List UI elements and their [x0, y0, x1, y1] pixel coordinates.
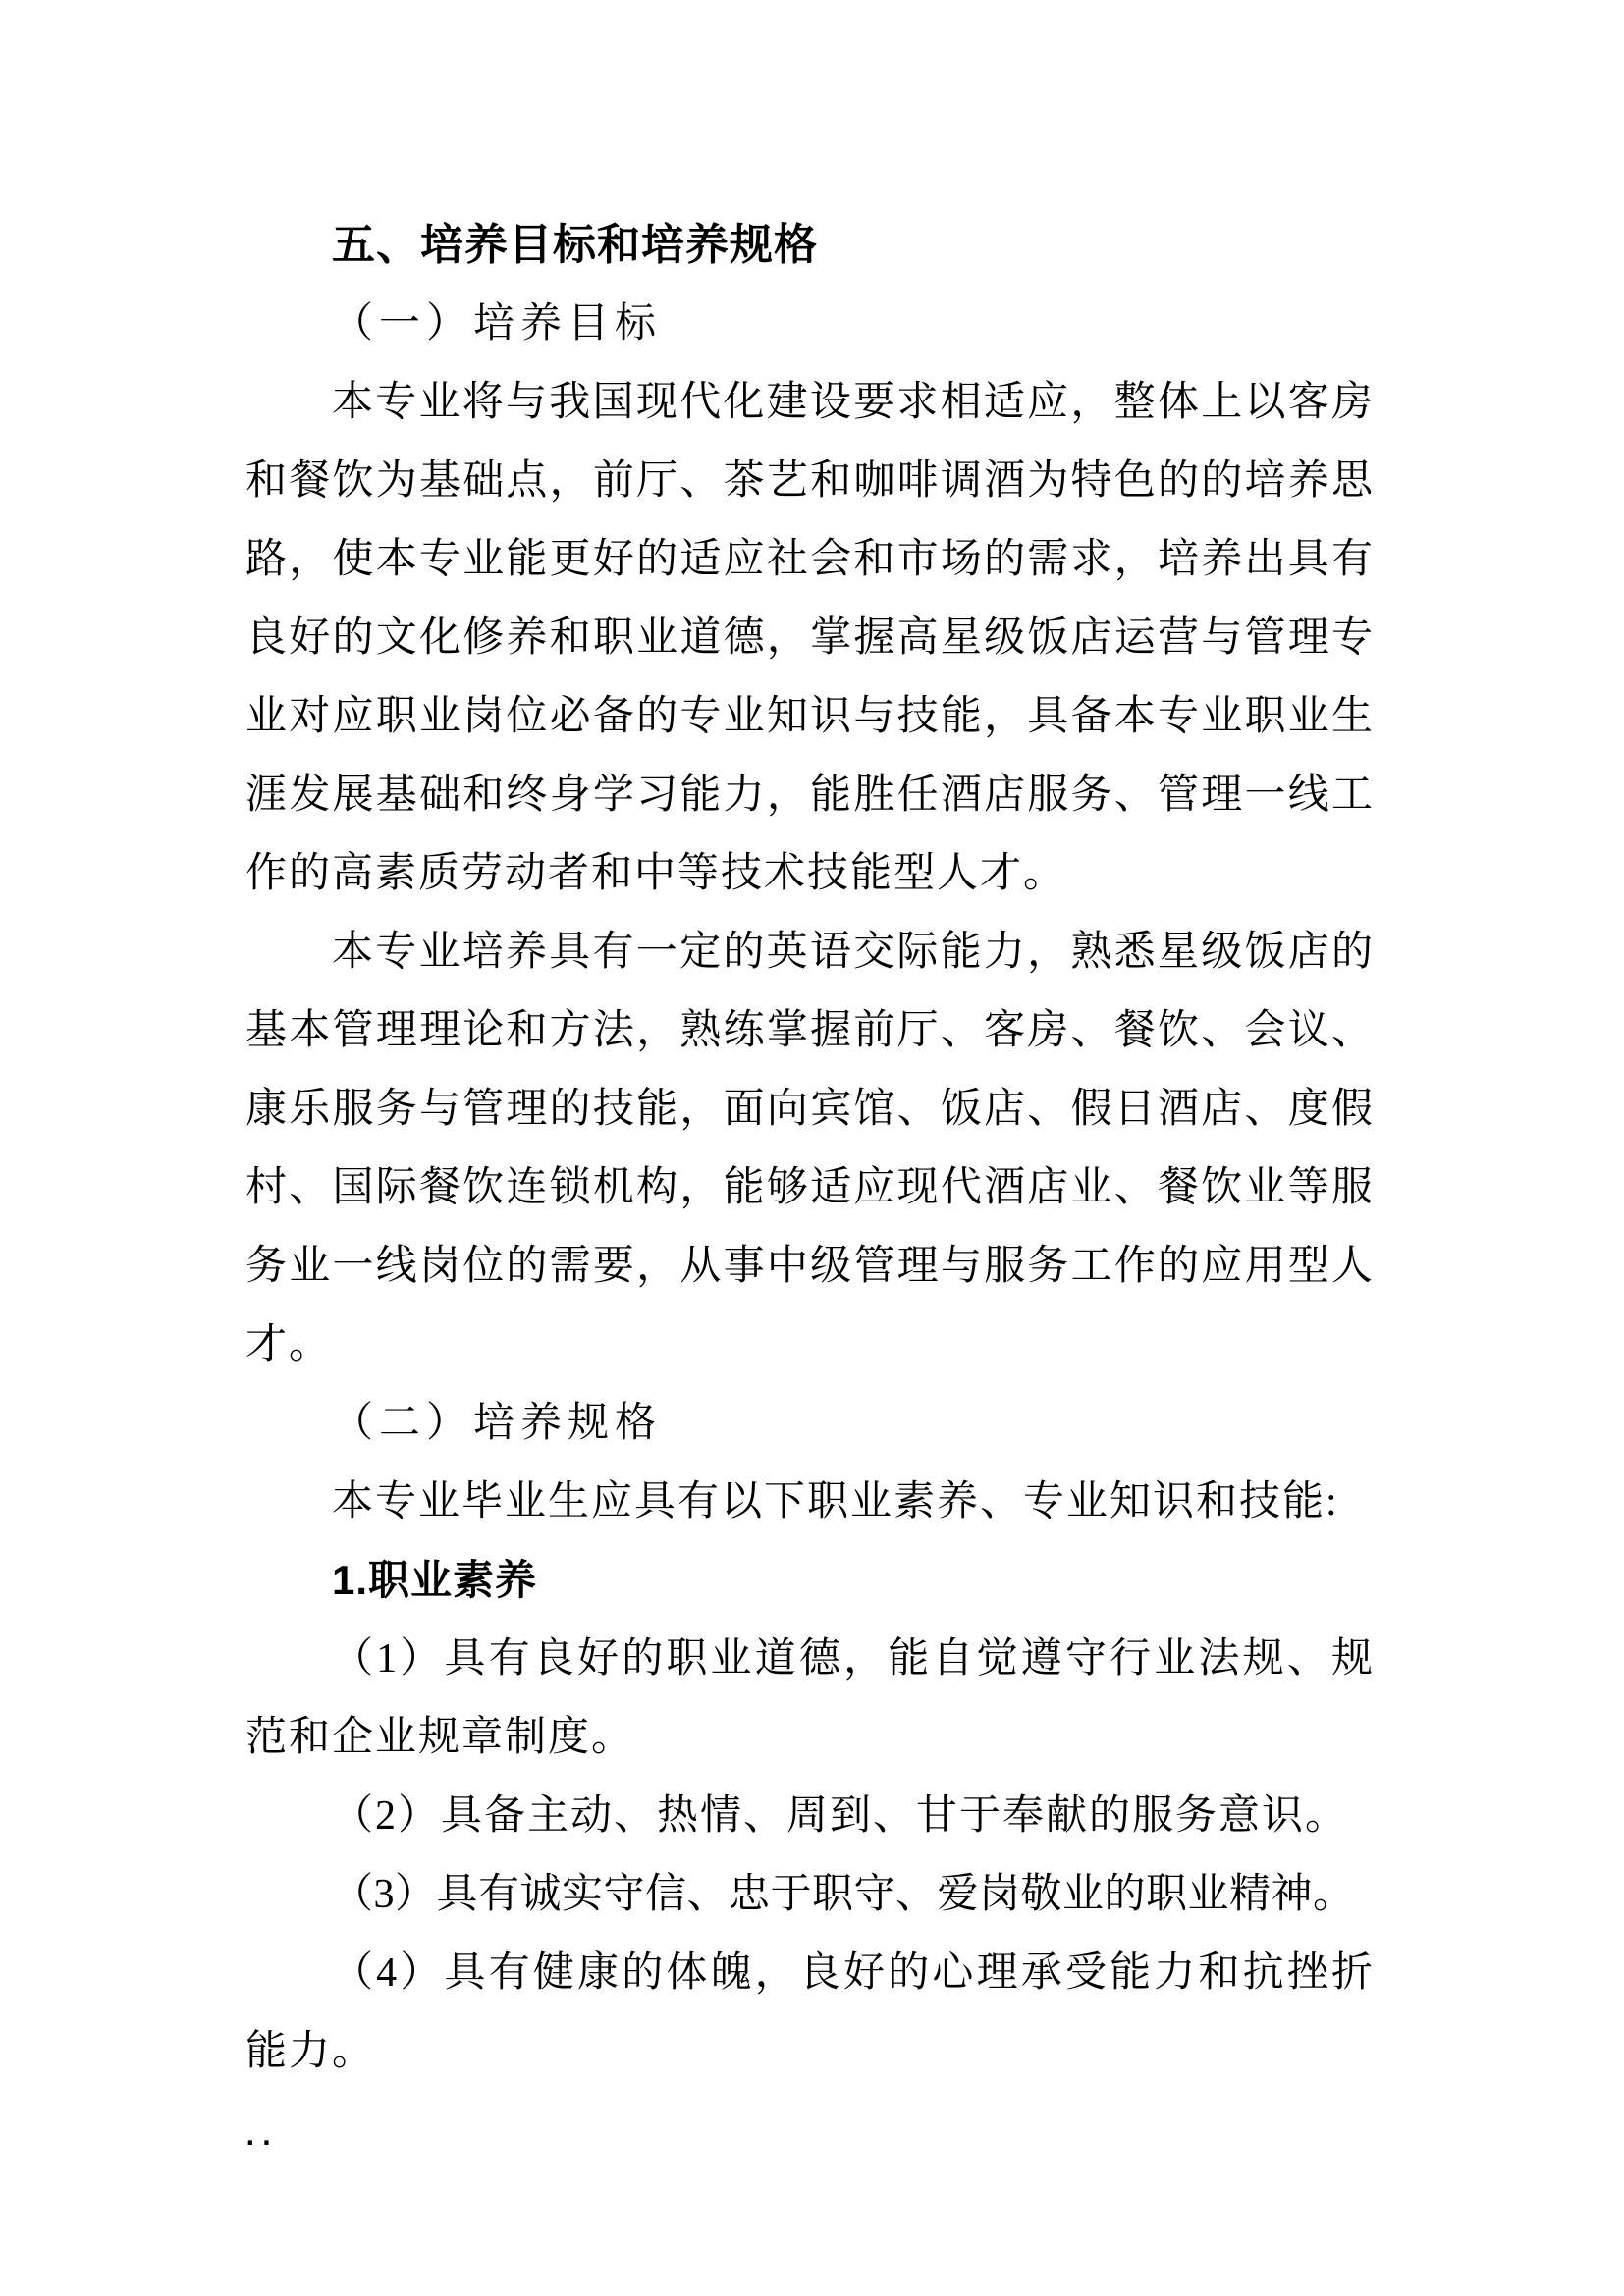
subsection-heading-training-specification: （二）培养规格 — [332, 1401, 663, 1446]
list-item-4: （4）具有健康的体魄，良好的心理承受能力和抗挫折能力。 — [245, 1950, 1375, 2074]
subsection-heading-training-objective: （一）培养目标 — [332, 301, 663, 347]
paragraph-requirements-intro: 本专业毕业生应具有以下职业素养、专业知识和技能: — [332, 1479, 1339, 1524]
document-content — [245, 206, 1375, 2091]
list-item-1: （1）具有良好的职业道德，能自觉遵守行业法规、规范和企业规章制度。 — [245, 1636, 1375, 1760]
paragraph-training-objective-2: 本专业培养具有一定的英语交际能力，熟悉星级饭店的基本管理理论和方法，熟练掌握前厅、客房、餐饮、会议、康乐服务与管理的技能，面向宾馆、饭店、假日酒店、度假村、国际餐饮连锁机构，能够适应现代酒店业、餐饮业等服务业一线岗位的需要，从事中级管理与服务工作的应用型人才。 — [245, 930, 1375, 1367]
footer-page-mark: .. — [243, 2122, 276, 2152]
list-item-2: （2）具备主动、热情、周到、甘于奉献的服务意识。 — [332, 1793, 1349, 1839]
paragraph-training-objective-1: 本专业将与我国现代化建设要求相适应，整体上以客房和餐饮为基础点，前厅、茶艺和咖啡调酒为特色的的培养思路，使本专业能更好的适应社会和市场的需求，培养出具有良好的文化修养和职业道德，掌握高星级饭店运营与管理专业对应职业岗位必备的专业知识与技能，具备本专业职业生涯发展基础和终身学习能力，能胜任酒店服务、管理一线工作的高素质劳动者和中等技术技能型人才。 — [245, 380, 1375, 896]
list-item-3: （3）具有诚实守信、忠于职守、爱岗敬业的职业精神。 — [332, 1872, 1355, 1917]
list-heading-professional-quality: 1.职业素养 — [332, 1557, 538, 1603]
section-title: 五、培养目标和培养规格 — [332, 221, 818, 269]
